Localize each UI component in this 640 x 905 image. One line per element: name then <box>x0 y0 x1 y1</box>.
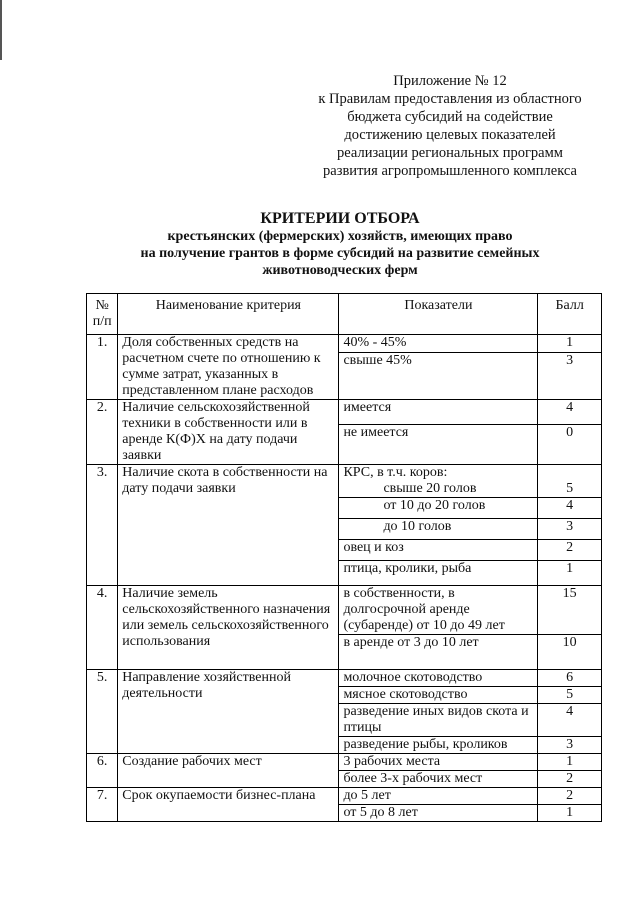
row-number: 3. <box>87 465 118 586</box>
appendix-line: Приложение № 12 <box>393 73 507 89</box>
indicator-cell: разведение иных видов скота и птицы <box>339 704 538 737</box>
score-cell: 3 <box>538 519 602 540</box>
criterion-name: Направление хозяйственной деятельности <box>118 670 339 754</box>
header-num: № п/п <box>87 294 118 335</box>
table-header-row <box>87 294 602 335</box>
indicator-cell <box>339 519 538 540</box>
score-cell: 4 <box>538 400 602 425</box>
indicator-cell: свыше 45% <box>339 353 538 400</box>
title-sub-line: крестьянских (фермерских) хозяйств, имеющих право <box>167 229 513 244</box>
score-cell: 2 <box>538 540 602 561</box>
score-cell: 1 <box>538 335 602 353</box>
score-cell: 5 <box>538 687 602 704</box>
appendix-line: развития агропромышленного комплекса <box>323 163 577 179</box>
indicator-cell: 3 рабочих места <box>339 754 538 771</box>
score-cell: 6 <box>538 670 602 687</box>
table-row <box>87 788 602 805</box>
score-cell: 2 <box>538 788 602 805</box>
indicator-cell: не имеется <box>339 425 538 465</box>
indicator-cell: в аренде от 3 до 10 лет <box>339 635 538 670</box>
score-cell: 1 <box>538 754 602 771</box>
score-cell: 4 <box>538 704 602 737</box>
score-cell: 5 <box>538 465 602 498</box>
row-number: 4. <box>87 586 118 670</box>
score-cell: 3 <box>538 737 602 754</box>
document-title <box>40 209 640 279</box>
indicator-cell: мясное скотоводство <box>339 687 538 704</box>
indicator-cell: имеется <box>339 400 538 425</box>
indicator-cell: более 3-х рабочих мест <box>339 771 538 788</box>
indicator-cell: в собственности, в долгосрочной аренде (субаренде) от 10 до 49 лет <box>339 586 538 635</box>
indicator-cell: птица, кролики, рыба <box>339 561 538 586</box>
criterion-name: Доля собственных средств на расчетном счете по отношению к сумме затрат, указанных в представленном плане расходов <box>118 335 339 400</box>
row-number: 5. <box>87 670 118 754</box>
title-main: КРИТЕРИИ ОТБОРА <box>260 210 420 227</box>
indicator-cell: молочное скотоводство <box>339 670 538 687</box>
score-cell: 15 <box>538 586 602 635</box>
criterion-name: Наличие сельскохозяйственной техники в собственности или в аренде К(Ф)Х на дату подачи заявки <box>118 400 339 465</box>
appendix-line: реализации региональных программ <box>337 145 563 161</box>
table-row <box>87 400 602 425</box>
criterion-name: Наличие скота в собственности на дату подачи заявки <box>118 465 339 586</box>
score-cell: 1 <box>538 561 602 586</box>
table-row <box>87 335 602 353</box>
criteria-table <box>86 293 602 822</box>
indicator-cell <box>339 465 538 498</box>
header-score: Балл <box>538 294 602 335</box>
criterion-name: Создание рабочих мест <box>118 754 339 788</box>
header-criterion: Наименование критерия <box>118 294 339 335</box>
score-cell: 0 <box>538 425 602 465</box>
indicator-group-head: КРС, в т.ч. коров: <box>343 465 448 480</box>
indicator-text: от 10 до 20 голов <box>383 498 486 513</box>
row-number: 6. <box>87 754 118 788</box>
appendix-line: бюджета субсидий на содействие <box>347 109 553 125</box>
score-cell: 2 <box>538 771 602 788</box>
indicator-cell: овец и коз <box>339 540 538 561</box>
criterion-name: Наличие земель сельскохозяйственного назначения или земель сельскохозяйственного использования <box>118 586 339 670</box>
score-cell: 1 <box>538 805 602 822</box>
row-number: 2. <box>87 400 118 465</box>
score-cell: 10 <box>538 635 602 670</box>
appendix-line: достижению целевых показателей <box>344 127 556 143</box>
appendix-header <box>300 72 600 180</box>
indicator-cell: 40% - 45% <box>339 335 538 353</box>
table-row <box>87 586 602 635</box>
criterion-name: Срок окупаемости бизнес-плана <box>118 788 339 822</box>
row-number: 7. <box>87 788 118 822</box>
score-cell: 4 <box>538 498 602 519</box>
indicator-cell <box>339 498 538 519</box>
indicator-cell: разведение рыбы, кроликов <box>339 737 538 754</box>
row-number: 1. <box>87 335 118 400</box>
indicator-cell: от 5 до 8 лет <box>339 805 538 822</box>
title-sub-line: на получение грантов в форме субсидий на развитие семейных <box>140 246 540 261</box>
title-sub-line: животноводческих ферм <box>262 263 418 278</box>
header-indicators: Показатели <box>339 294 538 335</box>
score-cell: 3 <box>538 353 602 400</box>
indicator-text: до 10 голов <box>383 519 452 534</box>
table-row <box>87 754 602 771</box>
appendix-line: к Правилам предоставления из областного <box>318 91 582 107</box>
page-edge-mark <box>0 0 2 60</box>
indicator-text: свыше 20 голов <box>383 481 477 496</box>
table-row <box>87 670 602 687</box>
table-row <box>87 465 602 498</box>
indicator-cell: до 5 лет <box>339 788 538 805</box>
